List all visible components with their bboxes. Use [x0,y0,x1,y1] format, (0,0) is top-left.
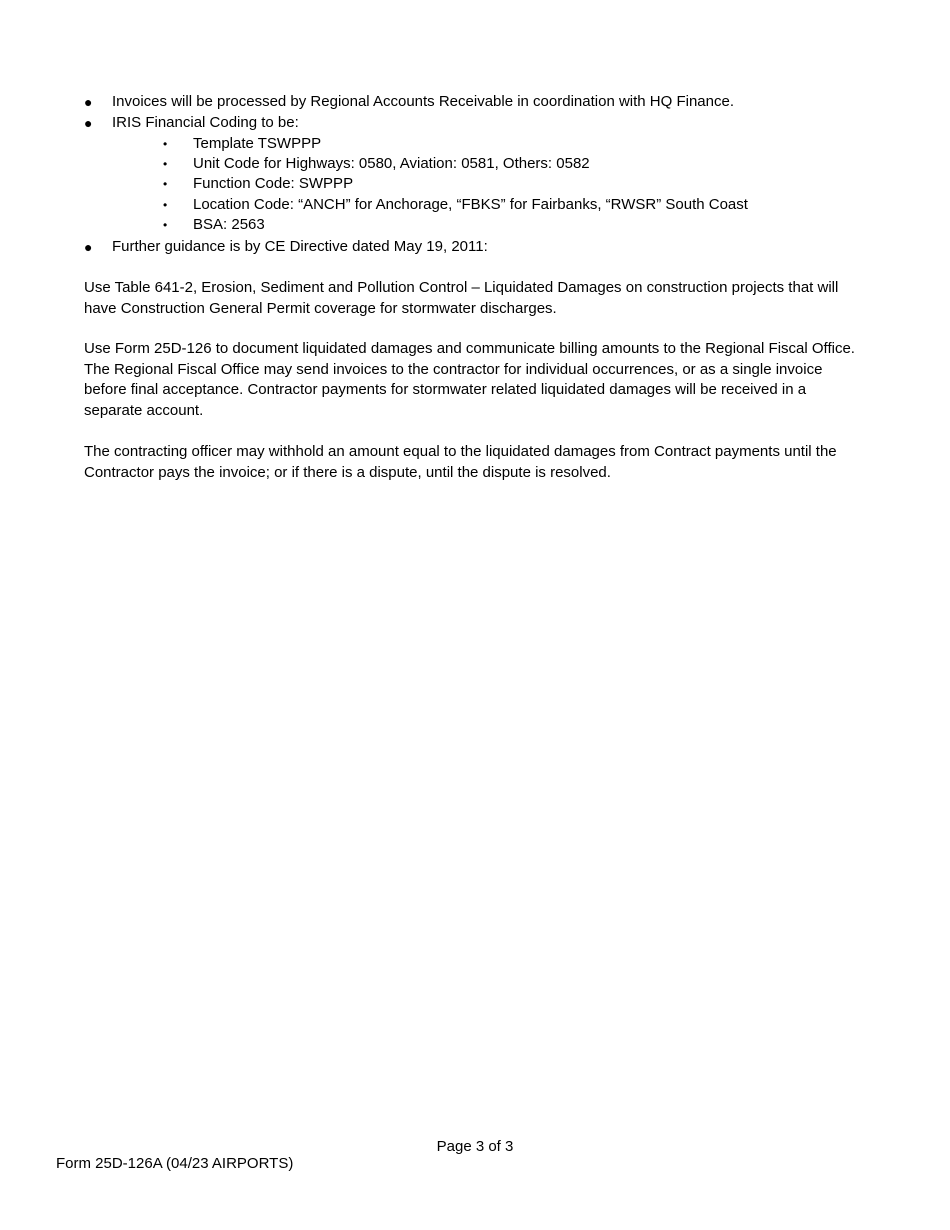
paragraph-withhold: The contracting officer may withhold an amount equal to the liquidated damages from Contract payments until the Contractor pays the invoice; or if there is a dispute, until the dispute is resolved. [84,443,837,481]
bullet-text: IRIS Financial Coding to be: [112,114,299,131]
form-identifier: Form 25D-126A (04/23 AIRPORTS) [56,1155,294,1172]
bullet-text: Further guidance is by CE Directive dated May 19, 2011: [112,238,488,255]
bullet-icon: ● [84,115,93,131]
sub-bullet-text: Location Code: “ANCH” for Anchorage, “FBKS” for Fairbanks, “RWSR” South Coast [193,196,748,213]
sub-bullet-icon: • [163,177,168,191]
bullet-text: Invoices will be processed by Regional Accounts Receivable in coordination with HQ Finance. [112,93,734,110]
sub-bullet-text: BSA: 2563 [193,216,265,233]
sub-bullet-text: Unit Code for Highways: 0580, Aviation: 0581, Others: 0582 [193,155,590,172]
sub-bullet-text: Function Code: SWPPP [193,175,354,192]
paragraph-form-25d-126: Use Form 25D-126 to document liquidated damages and communicate billing amounts to the Regional Fiscal Office. The Regional Fiscal Office may send invoices to the contractor for individual occurrences, or as a single invoice before final acceptance. Contractor payments for stormwater related liquidated damages will be received in a separate account. [84,340,855,419]
sub-bullet-text: Template TSWPPP [193,135,322,152]
sub-bullet-icon: • [163,157,168,171]
sub-bullet-icon: • [163,218,168,232]
page-number: Page 3 of 3 [436,1138,514,1155]
sub-bullet-icon: • [163,198,168,212]
bullet-icon: ● [84,239,93,255]
bullet-icon: ● [84,94,93,110]
paragraph-table-641-2: Use Table 641-2, Erosion, Sediment and Pollution Control – Liquidated Damages on construction projects that will have Construction General Permit coverage for stormwater discharges. [84,279,839,317]
sub-bullet-icon: • [163,137,168,151]
